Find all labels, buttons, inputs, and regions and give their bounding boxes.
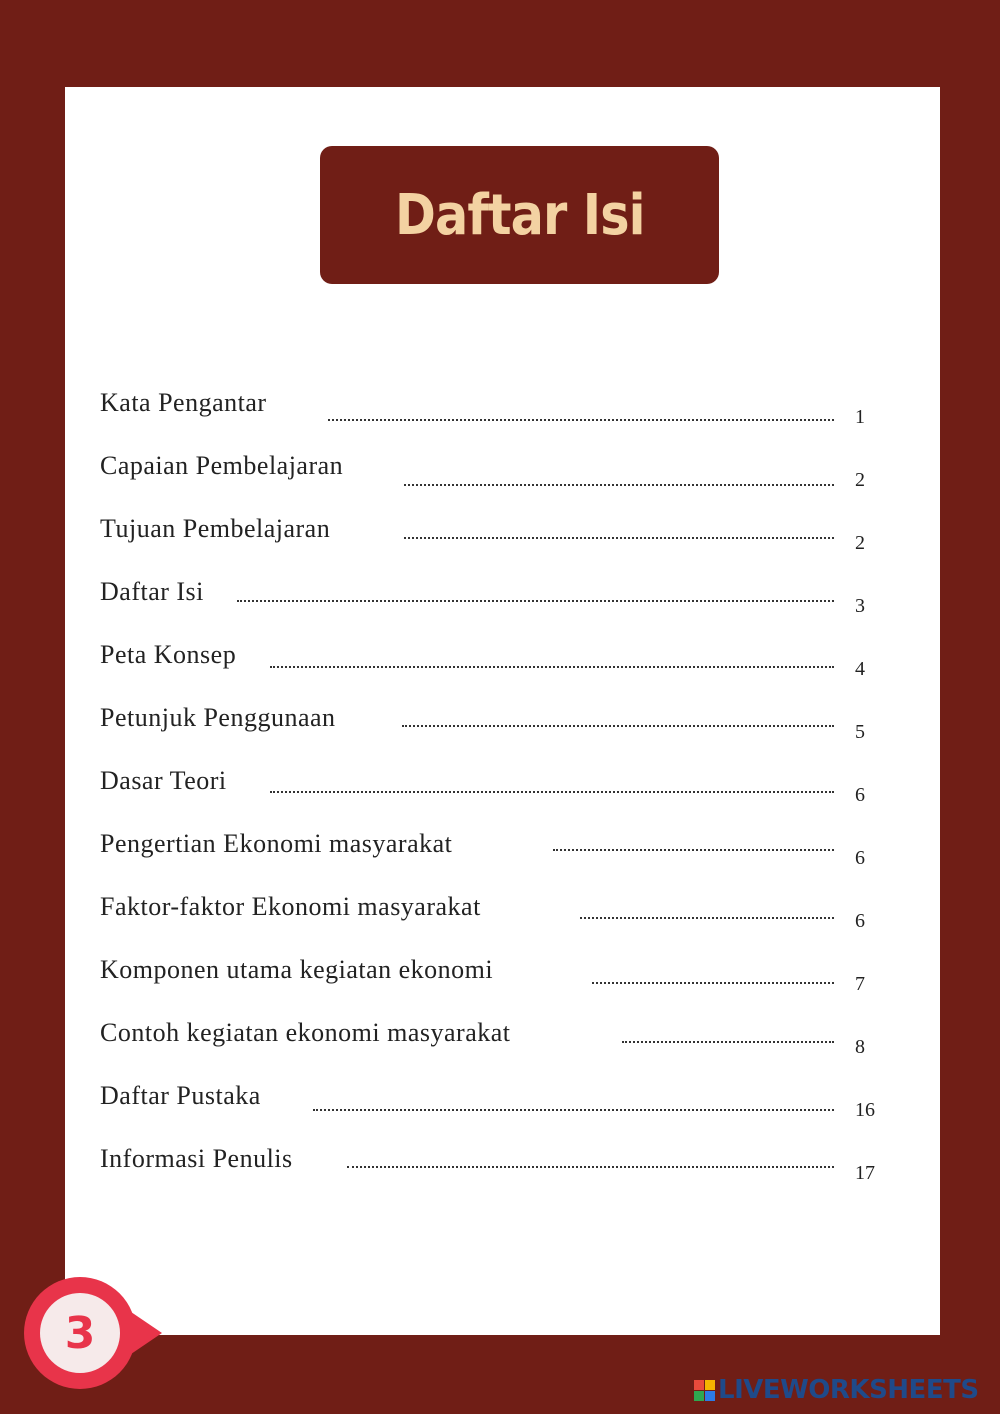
page-number: 3	[64, 1307, 96, 1359]
toc-entry-page: 8	[855, 1036, 865, 1058]
toc-leader-dots	[313, 1109, 834, 1111]
toc-entry-label: Petunjuk Penggunaan	[100, 703, 336, 732]
toc-leader-dots	[347, 1166, 834, 1168]
toc-entry-label: Daftar Pustaka	[100, 1081, 261, 1110]
toc-entry-page: 5	[855, 721, 865, 743]
toc-entry-label: Faktor-faktor Ekonomi masyarakat	[100, 892, 481, 921]
toc-entry-page: 16	[855, 1099, 875, 1121]
toc-entry[interactable]	[100, 829, 900, 869]
toc-entry-label: Dasar Teori	[100, 766, 227, 795]
toc-entry-page: 6	[855, 847, 865, 869]
toc-leader-dots	[622, 1041, 834, 1043]
toc-entry-page: 3	[855, 595, 865, 617]
toc-entry-page: 17	[855, 1162, 875, 1184]
toc-entry-label: Contoh kegiatan ekonomi masyarakat	[100, 1018, 511, 1047]
toc-entry-label: Peta Konsep	[100, 640, 237, 669]
toc-entry-page: 2	[855, 532, 865, 554]
toc-entry-label: Komponen utama kegiatan ekonomi	[100, 955, 494, 984]
page-title: Daftar Isi	[394, 182, 645, 248]
page-number-badge	[24, 1277, 164, 1389]
toc-leader-dots	[270, 791, 834, 793]
toc-leader-dots	[553, 849, 834, 851]
toc-leader-dots	[328, 419, 834, 421]
toc-entry[interactable]	[100, 1018, 900, 1058]
toc-entry-page: 7	[855, 973, 865, 995]
toc-entry-label: Daftar Isi	[100, 577, 204, 606]
toc-entry-page: 2	[855, 469, 865, 491]
liveworksheets-logo-icon	[694, 1380, 715, 1401]
watermark-text: LIVEWORKSHEETS	[718, 1375, 979, 1405]
toc-entry-page: 6	[855, 910, 865, 932]
toc-entry[interactable]	[100, 703, 900, 743]
toc-leader-dots	[404, 484, 834, 486]
toc-entry[interactable]	[100, 514, 900, 554]
toc-entry[interactable]	[100, 766, 900, 806]
toc-entry-label: Kata Pengantar	[100, 388, 267, 417]
toc-entry-label: Capaian Pembelajaran	[100, 451, 344, 480]
toc-entry-label: Pengertian Ekonomi masyarakat	[100, 829, 453, 858]
toc-entry[interactable]	[100, 955, 900, 995]
toc-entry-label: Tujuan Pembelajaran	[100, 514, 331, 543]
toc-entry-page: 6	[855, 784, 865, 806]
toc-entry[interactable]	[100, 388, 900, 428]
toc-entry-page: 4	[855, 658, 865, 680]
title-banner	[320, 146, 719, 284]
toc-leader-dots	[237, 600, 834, 602]
toc-leader-dots	[402, 725, 834, 727]
toc-leader-dots	[404, 537, 834, 539]
toc-entry[interactable]	[100, 1144, 900, 1184]
toc-entry-label: Informasi Penulis	[100, 1144, 293, 1173]
toc-entry[interactable]	[100, 640, 900, 680]
liveworksheets-watermark	[694, 1375, 979, 1405]
badge-inner-circle	[40, 1293, 120, 1373]
toc-leader-dots	[580, 917, 834, 919]
toc-entry-page: 1	[855, 406, 865, 428]
toc-entry[interactable]	[100, 1081, 900, 1121]
toc-leader-dots	[270, 666, 834, 668]
toc-entry[interactable]	[100, 892, 900, 932]
toc-entry[interactable]	[100, 451, 900, 491]
toc-entry[interactable]	[100, 577, 900, 617]
toc-leader-dots	[592, 982, 834, 984]
